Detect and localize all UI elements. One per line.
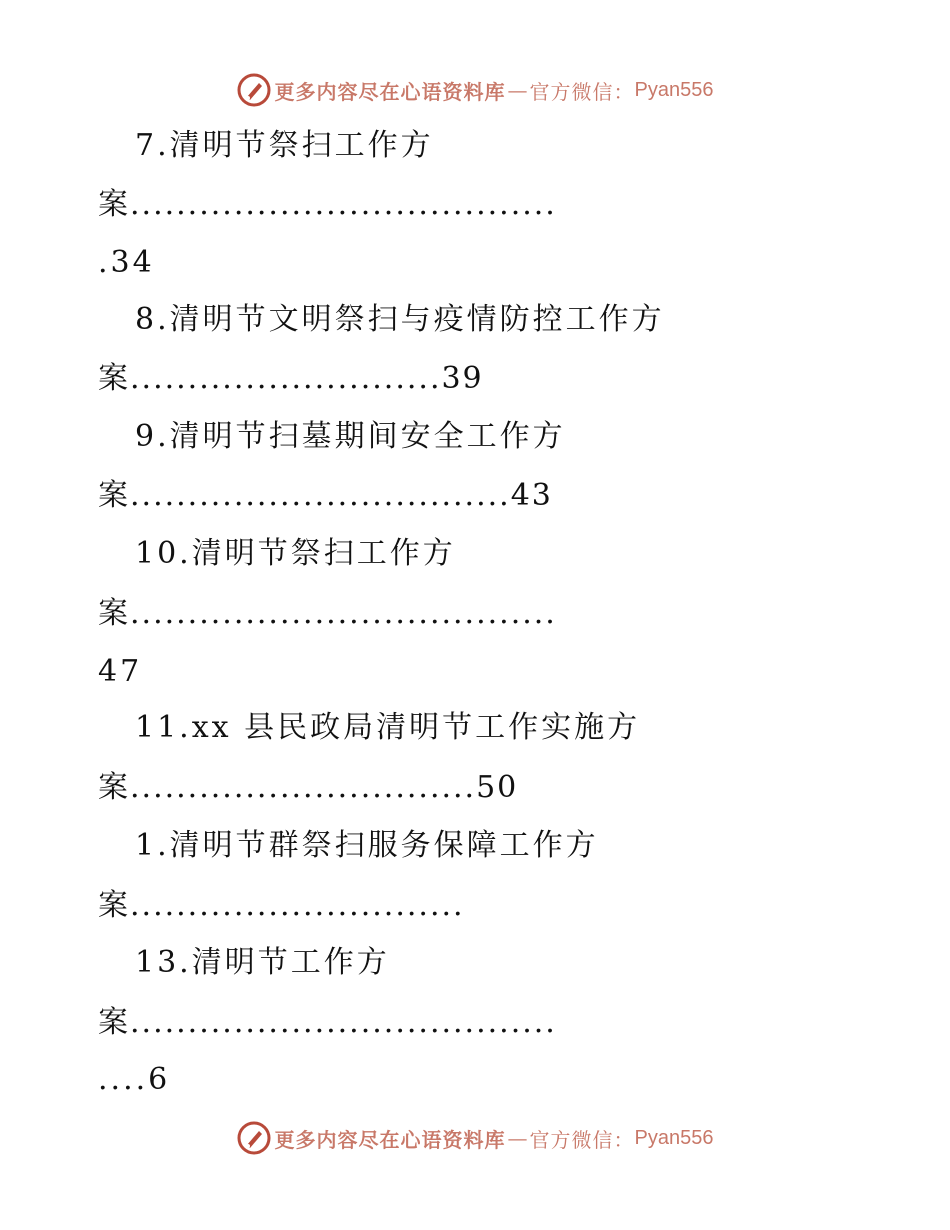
watermark-wechat-label: 官方微信： bbox=[529, 79, 635, 104]
toc-entry-dots: 案..................................... bbox=[98, 187, 557, 222]
toc-entry-dots: 案..................................... bbox=[98, 596, 557, 631]
watermark-wechat-label: 官方微信： bbox=[529, 1127, 635, 1152]
toc-entry-page: 47 bbox=[98, 654, 143, 689]
toc-entry-title: 7.清明节祭扫工作方 bbox=[135, 128, 434, 163]
pen-logo-icon bbox=[237, 73, 271, 107]
watermark-wechat-id: Pyan556 bbox=[634, 78, 714, 101]
watermark-text: 更多内容尽在心语资料库 bbox=[274, 79, 506, 104]
watermark-wechat-id: Pyan556 bbox=[634, 1126, 714, 1149]
watermark-separator: — bbox=[507, 78, 528, 102]
toc-entry-title: 1.清明节群祭扫服务保障工作方 bbox=[135, 828, 599, 863]
toc-entry-dots: 案............................. bbox=[98, 888, 465, 923]
toc-entry-title: 10.清明节祭扫工作方 bbox=[135, 536, 456, 571]
pen-logo-icon bbox=[237, 1121, 271, 1155]
watermark-text: 更多内容尽在心语资料库 bbox=[274, 1127, 506, 1152]
toc-entry-page: .34 bbox=[98, 245, 155, 280]
footer-watermark bbox=[0, 1118, 950, 1158]
toc-entry-title: 11.xx 县民政局清明节工作实施方 bbox=[135, 710, 641, 745]
toc-entry-dots: 案..............................50 bbox=[98, 770, 519, 805]
toc-entry-page: ....6 bbox=[98, 1062, 171, 1097]
header-watermark bbox=[0, 70, 950, 110]
toc-entry-title: 8.清明节文明祭扫与疫情防控工作方 bbox=[135, 302, 665, 337]
toc-entry-title: 13.清明节工作方 bbox=[135, 945, 390, 980]
toc-entry-dots: 案.................................43 bbox=[98, 478, 553, 513]
toc-entry-dots: 案..................................... bbox=[98, 1005, 557, 1040]
watermark-separator: — bbox=[507, 1126, 528, 1150]
toc-entry-title: 9.清明节扫墓期间安全工作方 bbox=[135, 419, 566, 454]
toc-entry-dots: 案...........................39 bbox=[98, 361, 484, 396]
